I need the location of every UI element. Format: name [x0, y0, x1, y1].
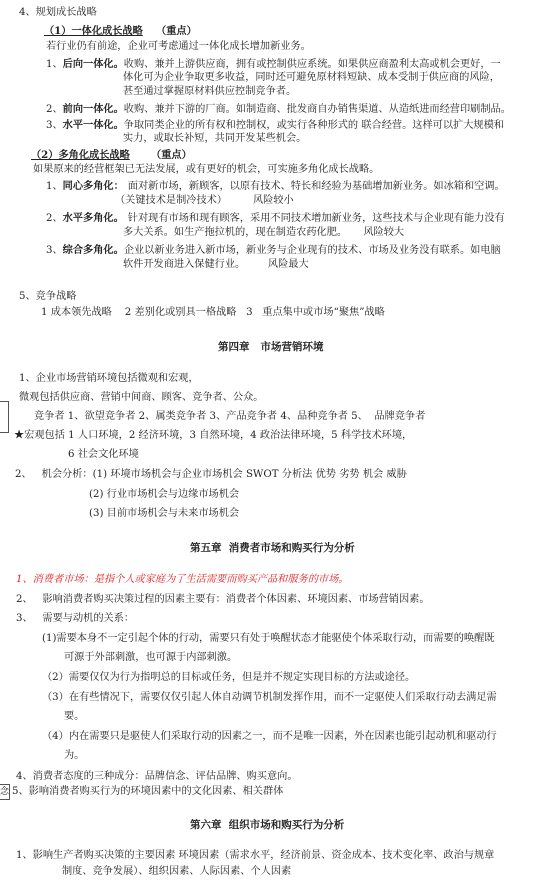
list-text-continuation: 体化可为企业争取更多收益，同时还可避免原材料短缺、成本受制于供应商的风险，: [123, 72, 500, 83]
list-text-continuation: 软件开发商进入保健行业。 风险最大: [123, 259, 309, 270]
key-point-label: （重点）: [156, 25, 197, 37]
list-text-continuation: 为。: [64, 750, 85, 761]
subsection-heading: [44, 26, 197, 37]
paragraph: 微观包括供应商、营销中间商、顾客、竞争者、公众。: [19, 392, 264, 403]
list-item: [15, 470, 407, 480]
list-item: [46, 213, 505, 224]
list-item: (1)需要本身不一定引起个体的行动，需要只有处于唤醒状态才能驱使个体采取行动，而需要的唤醒既: [42, 633, 495, 644]
paragraph: 如果原来的经营框架已无法发展，或有更好的机会，可实施多角化成长战略。: [33, 164, 380, 175]
chapter-title: 第六章 组织市场和购买行为分析: [190, 819, 345, 831]
paragraph: 6 社会文化环境: [68, 449, 139, 460]
list-text: 针对现有市场和现有顾客，采用不同技术增加新业务，这些技术与企业现有能力没有: [127, 213, 505, 224]
list-text-continuation: 制度、竞争发展）、组织因素、人际因素、个人因素: [62, 866, 292, 877]
list-number: 2、: [46, 213, 63, 224]
list-text-continuation: （关键技术是制冷技术） 风险较小: [115, 195, 294, 206]
list-number: 3、: [46, 120, 63, 131]
list-item: （3）在有些情况下，需要仅仅引起人体自动调节机制发挥作用，而不一定驱使人们采取行动去满足需: [42, 692, 497, 703]
paragraph: 4、消费者态度的三种成分：品牌信念、评估品牌、购买意向。: [16, 771, 298, 782]
key-point-label: （重点）: [151, 149, 192, 161]
paragraph: ★宏观包括 1 人口环境，2 经济环境，3 自然环境，4 政治法律环境，5 科学技术环境，: [14, 430, 413, 441]
list-number: 1、: [46, 181, 63, 192]
chapter-title: 第四章 市场营销环境: [218, 341, 324, 353]
list-item: （2）需要仅仅为行为指明总的目标或任务，但是并不规定实现目标的方法或途径。: [42, 672, 416, 683]
list-item: [46, 59, 501, 70]
list-item: [46, 120, 504, 131]
chapter-title: 第五章 消费者市场和购买行为分析: [190, 542, 355, 554]
subsection-heading-text: （2）多角化成长战略: [31, 149, 130, 161]
term: 综合多角化。: [62, 244, 124, 256]
list-item: [46, 181, 505, 192]
margin-box-mark: 念: [0, 784, 10, 800]
list-number: 2、: [15, 469, 32, 480]
list-text-continuation: 甚至通过掌握原材料供应控制竞争者。: [123, 86, 297, 97]
paragraph: 1、影响生产者购买决策的主要因素 环境因素（需求水平，经济前景、资金成本、技术变化率、政治与规章: [16, 850, 495, 861]
highlighted-definition: 1、消费者市场：是指个人或家庭为了生活需要而购买产品和服务的市场。: [16, 574, 349, 585]
paragraph: 3、 需要与动机的关系：: [16, 613, 135, 624]
term: 水平一体化。: [62, 119, 124, 131]
paragraph: (3) 目前市场机会与未来市场机会: [89, 508, 240, 519]
list-item: （4）内在需要只是驱使人们采取行动的因素之一，而不是唯一因素，外在因素也能引起动机和驱动行: [42, 731, 497, 742]
term: 后向一体化。: [62, 58, 124, 70]
paragraph: (2) 行业市场机会与边缘市场机会: [89, 489, 240, 500]
list-number: 2、: [46, 104, 63, 115]
term: 同心多角化：: [62, 180, 124, 192]
paragraph: 若行业仍有前途，企业可考虑通过一体化成长增加新业务。: [46, 41, 311, 52]
list-number: 3、: [46, 245, 63, 256]
list-text-continuation: 多大关系。如生产拖拉机的，现在制造农药化肥。 风险较大: [123, 227, 405, 238]
list-text: 收购、兼并上游供应商，拥有或控制供应系统。如果供应商盈利太高或机会更好，一: [123, 59, 501, 70]
paragraph: 1 成本领先战略 2 差别化或别具一格战略 3 重点集中或市场“聚焦”战略: [41, 307, 385, 318]
list-item: [46, 245, 501, 256]
paragraph: 2、 影响消费者购买决策过程的因素主要有：消费者个体因素、环境因素、市场营销因素。: [16, 594, 430, 605]
list-text: 争取同类企业的所有权和控制权，或实行各种形式的 联合经营。这样可以扩大规模和: [123, 120, 504, 131]
list-item: [46, 104, 511, 115]
section-title: 4、规划成长战略: [19, 7, 97, 18]
list-number: 1、: [46, 59, 63, 70]
subsection-heading-text: （1）一体化成长战略: [44, 25, 143, 37]
subsection-heading: [31, 150, 192, 161]
paragraph: 5、影响消费者购买行为的环境因素中的文化因素、相关群体: [12, 786, 284, 797]
term: 前向一体化。: [62, 103, 124, 115]
list-text: 收购、兼并下游的厂商。如制造商、批发商自办销售渠道、从造纸进而经营印刷制品。: [123, 104, 511, 115]
term: 水平多角化。: [62, 212, 124, 224]
section-title: 5、竞争战略: [19, 291, 77, 302]
paragraph: 竞争者 1、欲望竞争者 2、属类竞争者 3、产品竞争者 4、品种竞争者 5、 品牌竞争者: [34, 411, 426, 422]
list-text-continuation: 实力，或取长补短，共同开发某些机会。: [123, 133, 307, 144]
list-text: 面对新市场，新顾客，以原有技术、特长和经验为基础增加新业务。如冰箱和空调。: [127, 181, 505, 192]
list-text-continuation: 要。: [64, 711, 85, 722]
list-text: 企业以新业务进入新市场，新业务与企业现有的技术、市场及业务没有联系。如电脑: [123, 245, 501, 256]
margin-box-mark: [0, 401, 9, 433]
paragraph: 1、企业市场营销环境包括微观和宏观，: [19, 373, 199, 384]
list-text: 机会分析：(1) 环境市场机会与企业市场机会 SWOT 分析法 优势 劣势 机会 威胁: [41, 469, 407, 480]
list-text-continuation: 可源于外部刺激，也可源于内部刺激。: [64, 652, 238, 663]
